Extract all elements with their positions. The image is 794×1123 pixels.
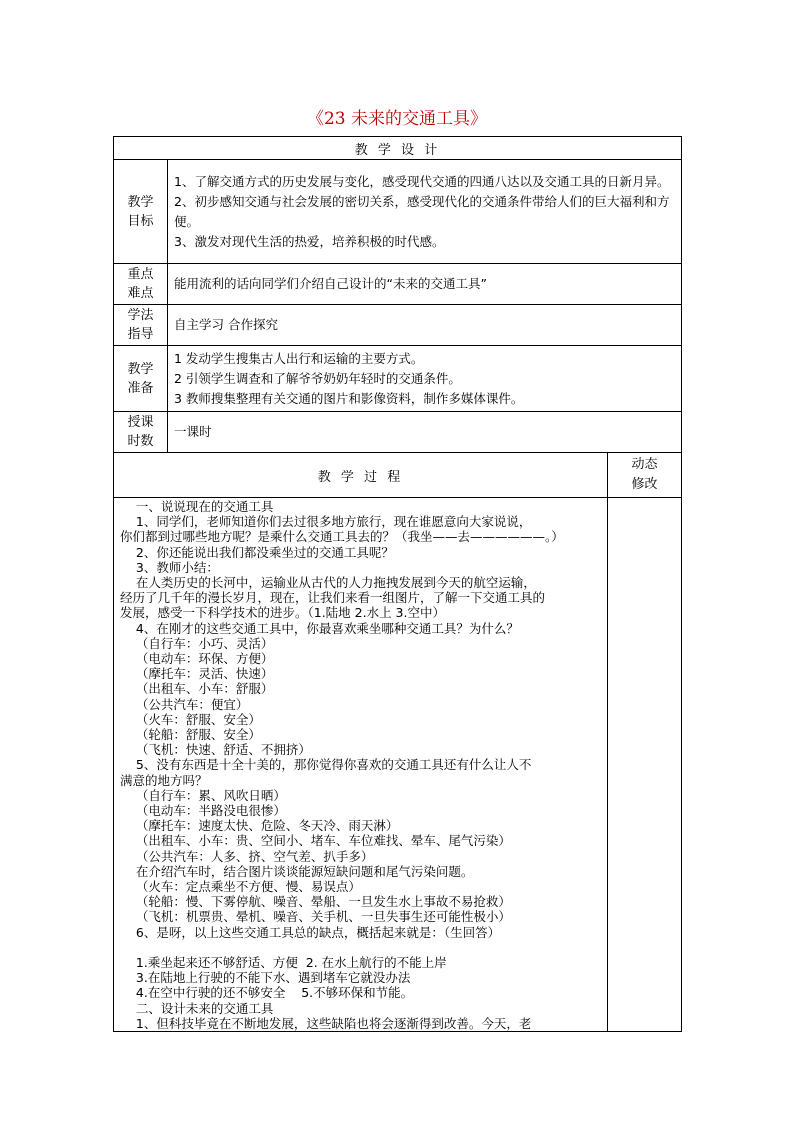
process-line: （摩托车：速度太快、危险、冬天冷、雨天淋）: [120, 818, 399, 834]
process-line: 2、你还能说出我们都没乘坐过的交通工具呢？: [120, 544, 394, 560]
objective-line: 2、初步感知交通与社会发展的密切关系，感受现代化的交通条件带给人们的巨大福利和方便。: [174, 193, 670, 229]
process-line: 4.在空中行驶的还不够安全 5.不够环保和节能。: [120, 985, 414, 1001]
process-line: （公共汽车：人多、挤、空气差、扒手多）: [120, 848, 374, 864]
row-label-text: 重点 难点: [127, 267, 154, 301]
process-line: （飞机：快速、舒适、不拥挤）: [120, 742, 311, 758]
row-label-preparation: [114, 346, 168, 412]
process-line: 在人类历史的长河中，运输业从古代的人力拖拽发展到今天的航空运输，: [120, 575, 536, 591]
process-line: （摩托车：灵活、快速）: [120, 666, 274, 682]
process-line: 二、设计未来的交通工具: [120, 1000, 274, 1016]
process-content: [114, 498, 608, 1032]
preparation-line: 1 发动学生搜集古人出行和运输的主要方式。: [174, 350, 424, 366]
process-line: 5、没有东西是十全十美的，那你觉得你喜欢的交通工具还有什么让人不: [120, 757, 532, 773]
row-label-method: [114, 305, 168, 346]
process-line: （公共汽车：便宜）: [120, 696, 249, 712]
key-point-line: 能用流利的话向同学们介绍自己设计的“未来的交通工具”: [174, 276, 487, 291]
method-content: [168, 305, 682, 346]
objectives-content: [168, 160, 682, 264]
process-line: 满意的地方吗？: [120, 772, 208, 788]
process-line: 1、同学们，老师知道你们去过很多地方旅行，现在谁愿意向大家说说，: [120, 514, 532, 530]
hours-content: [168, 412, 682, 453]
row-label-text: 教学 目标: [127, 194, 154, 229]
process-line: [120, 940, 601, 955]
process-line: （电动车：半路没电很惨）: [120, 803, 286, 819]
process-line: 3.在陆地上行驶的不能下水、遇到堵车它就没办法: [120, 970, 411, 986]
process-line: 你们都到过哪些地方呢？是乘什么交通工具去的？（我坐——去——————。）: [120, 529, 564, 545]
lesson-plan-table: [113, 136, 682, 1032]
edit-header-text: 动态 修改: [631, 457, 658, 492]
row-label-key-points: [114, 264, 168, 305]
process-line: 一、说说现在的交通工具: [120, 499, 274, 514]
preparation-content: [168, 346, 682, 412]
process-line: （自行车：小巧、灵活）: [120, 635, 274, 651]
document-title: 《23 未来的交通工具》: [306, 109, 488, 129]
key-points-content: [168, 264, 682, 305]
process-line: 1、但科技毕竟在不断地发展，这些缺陷也将会逐渐得到改善。今天，老: [120, 1015, 532, 1031]
design-header: 教 学 设 计: [114, 137, 682, 160]
process-line: 在介绍汽车时，结合图片谈谈能源短缺问题和尾气污染问题。: [120, 863, 474, 879]
process-line: 4、在刚才的这些交通工具中，你最喜欢乘坐哪种交通工具？为什么？: [120, 620, 519, 636]
row-label-text: 教学 准备: [127, 361, 154, 396]
process-line: （自行车：累、风吹日晒）: [120, 787, 286, 803]
row-label-text: 授课 时数: [127, 415, 154, 449]
process-line: 经历了几千年的漫长岁月，现在，让我们来看一组图片，了解一下交通工具的: [120, 590, 546, 606]
process-line: 1.乘坐起来还不够舒适、方便 2. 在水上航行的不能上岸: [120, 955, 447, 971]
process-line: （轮船：慢、下雾停航、噪音、晕船、一旦发生水上事故不易抢救）: [120, 894, 511, 910]
process-line: 发展，感受一下科学技术的进步。（1.陆地 2.水上 3.空中）: [120, 605, 445, 621]
row-label-objectives: [114, 160, 168, 264]
preparation-line: 3 教师搜集整理有关交通的图片和影像资料，制作多媒体课件。: [174, 390, 524, 406]
process-line: （火车：舒服、安全）: [120, 711, 261, 727]
process-line: （出租车、小车：舒服）: [120, 681, 274, 697]
process-header: 教 学 过 程: [114, 453, 608, 498]
process-line: （火车：定点乘坐不方便、慢、易误点）: [120, 879, 361, 895]
preparation-line: 2 引领学生调查和了解爷爷奶奶年轻时的交通条件。: [174, 370, 461, 386]
process-line: 3、教师小结：: [120, 559, 219, 575]
process-line: （轮船：舒服、安全）: [120, 727, 261, 743]
process-line: （出租车、小车：贵、空间小、堵车、车位难找、晕车、尾气污染）: [120, 833, 511, 849]
hours-line: 一课时: [174, 424, 212, 439]
process-line: （飞机：机票贵、晕机、噪音、关手机、一旦失事生还可能性极小）: [120, 909, 511, 925]
process-line: （电动车：环保、方便）: [120, 651, 274, 667]
objective-line: 1、了解交通方式的历史发展与变化，感受现代交通的四通八达以及交通工具的日新月异。: [174, 173, 670, 189]
row-label-hours: [114, 412, 168, 453]
edit-header: [608, 453, 682, 498]
process-lines: [120, 499, 601, 1031]
method-line: 自主学习 合作探究: [174, 317, 278, 332]
row-label-text: 学法 指导: [127, 308, 154, 342]
objective-line: 3、激发对现代生活的热爱，培养积极的时代感。: [174, 233, 445, 249]
edit-column-body: [608, 498, 682, 1032]
process-line: 6、是呀，以上这些交通工具总的缺点，概括起来就是：（生回答）: [120, 924, 501, 940]
